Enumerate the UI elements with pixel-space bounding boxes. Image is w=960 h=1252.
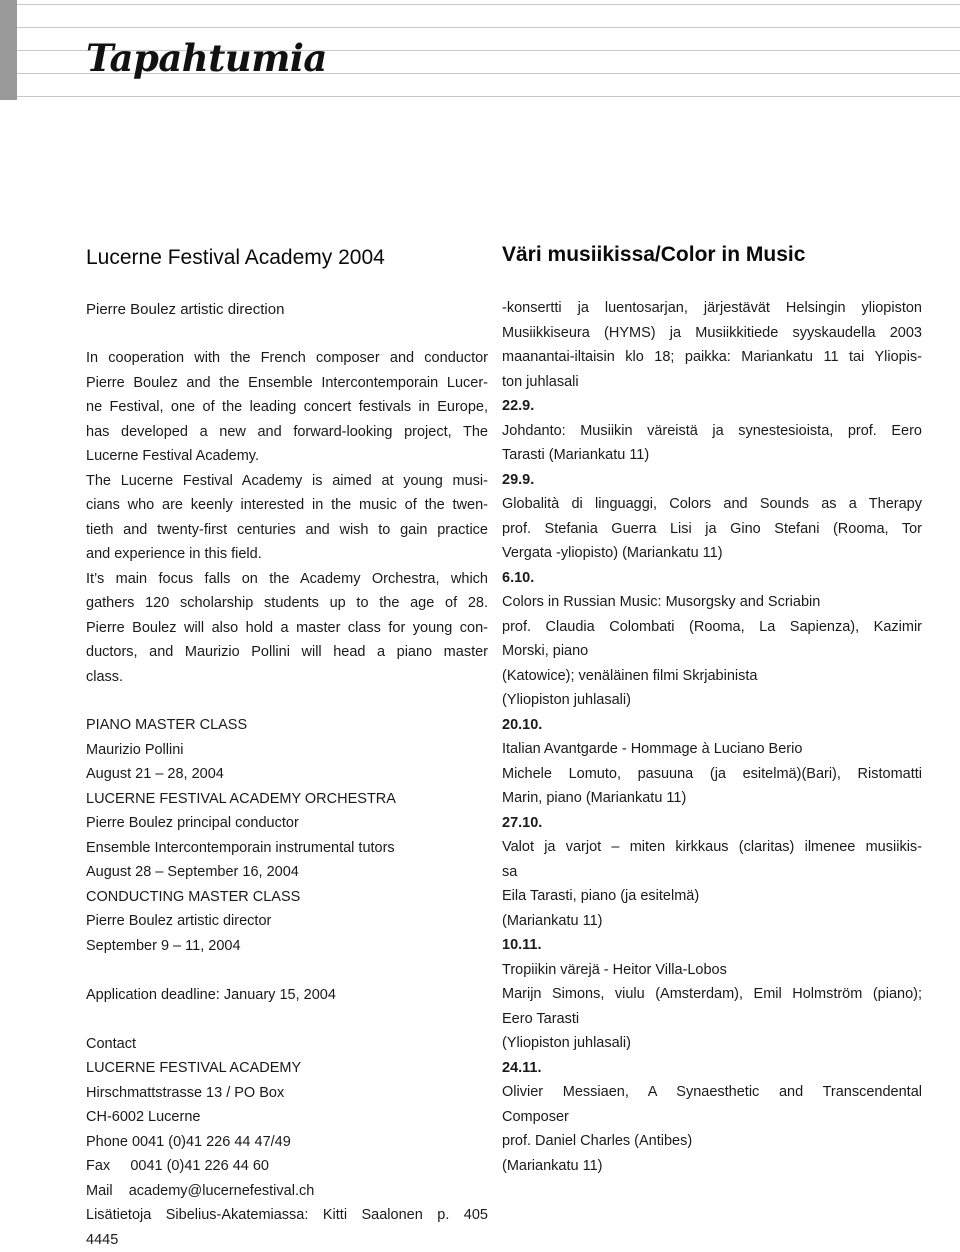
academy-details — [86, 713, 488, 1252]
text-line: (Katowice); venäläinen filmi Skrjabinista — [502, 664, 922, 689]
event-date: 6.10. — [502, 566, 922, 591]
detail-line: Pierre Boulez principal conductor — [86, 811, 488, 836]
text-line: Composer — [502, 1105, 922, 1130]
detail-line: Pierre Boulez artistic director — [86, 909, 488, 934]
text-line: sa — [502, 860, 922, 885]
text-line: Eila Tarasti, piano (ja esitelmä) — [502, 884, 922, 909]
text-line: and experience in this field. — [86, 542, 488, 567]
text-line: prof. Claudia Colombati (Rooma, La Sapienza), Kazimir — [502, 615, 922, 640]
event-date: 27.10. — [502, 811, 922, 836]
detail-line: Maurizio Pollini — [86, 738, 488, 763]
text-line: class. — [86, 665, 488, 690]
left-heading: Lucerne Festival Academy 2004 — [86, 246, 385, 270]
text-line: (Yliopiston juhlasali) — [502, 1031, 922, 1056]
text-line: Italian Avantgarde - Hommage à Luciano Berio — [502, 737, 922, 762]
left-subheading: Pierre Boulez artistic direction — [86, 301, 284, 318]
detail-line: August 28 – September 16, 2004 — [86, 860, 488, 885]
section-title: Tapahtumia — [86, 36, 327, 80]
text-line: maanantai-iltaisin klo 18; paikka: Mariankatu 11 tai Yliopis- — [502, 345, 922, 370]
text-line: (Mariankatu 11) — [502, 909, 922, 934]
application-deadline: Application deadline: January 15, 2004 — [86, 983, 488, 1008]
detail-line: August 21 – 28, 2004 — [86, 762, 488, 787]
event-date: 20.10. — [502, 713, 922, 738]
text-line: Johdanto: Musiikin väreistä ja synestesioista, prof. Eero — [502, 419, 922, 444]
event-date: 10.11. — [502, 933, 922, 958]
text-line: has developed a new and forward-looking project, The — [86, 420, 488, 445]
text-line: -konsertti ja luentosarjan, järjestävät Helsingin yliopiston — [502, 296, 922, 321]
contact-line: LUCERNE FESTIVAL ACADEMY — [86, 1056, 488, 1081]
contact-line: 4445 — [86, 1228, 488, 1252]
text-line: prof. Daniel Charles (Antibes) — [502, 1129, 922, 1154]
right-heading: Väri musiikissa/Color in Music — [502, 243, 805, 267]
text-line: Marin, piano (Mariankatu 11) — [502, 786, 922, 811]
text-line: tieth and twenty-first centuries and wish to gain practice — [86, 518, 488, 543]
text-line: Globalità di linguaggi, Colors and Sounds as a Therapy — [502, 492, 922, 517]
text-line: ductors, and Maurizio Pollini will head a piano master — [86, 640, 488, 665]
event-date: 24.11. — [502, 1056, 922, 1081]
detail-line: September 9 – 11, 2004 — [86, 934, 488, 959]
text-line: cians who are keenly interested in the music of the twen- — [86, 493, 488, 518]
detail-line: CONDUCTING MASTER CLASS — [86, 885, 488, 910]
text-line: Pierre Boulez and the Ensemble Intercontemporain Lucer- — [86, 371, 488, 396]
text-line: Marijn Simons, viulu (Amsterdam), Emil Holmström (piano); — [502, 982, 922, 1007]
text-line: Vergata -yliopisto) (Mariankatu 11) — [502, 541, 922, 566]
text-line: (Yliopiston juhlasali) — [502, 688, 922, 713]
text-line: Tropiikin värejä - Heitor Villa-Lobos — [502, 958, 922, 983]
contact-phone: Phone 0041 (0)41 226 44 47/49 — [86, 1130, 488, 1155]
event-date: 22.9. — [502, 394, 922, 419]
text-line: Eero Tarasti — [502, 1007, 922, 1032]
text-line: The Lucerne Festival Academy is aimed at young musi- — [86, 469, 488, 494]
header-gray-bar — [0, 0, 17, 100]
lecture-series — [502, 296, 922, 1178]
text-line: It’s main focus falls on the Academy Orchestra, which — [86, 567, 488, 592]
text-line: Olivier Messiaen, A Synaesthetic and Transcendental — [502, 1080, 922, 1105]
contact-line: CH-6002 Lucerne — [86, 1105, 488, 1130]
text-line: prof. Stefania Guerra Lisi ja Gino Stefani (Rooma, Tor — [502, 517, 922, 542]
intro-paragraphs — [86, 346, 488, 689]
text-line: Pierre Boulez will also hold a master class for young con- — [86, 616, 488, 641]
contact-line: Lisätietoja Sibelius-Akatemiassa: Kitti Saalonen p. 405 — [86, 1203, 488, 1228]
contact-line: Hirschmattstrasse 13 / PO Box — [86, 1081, 488, 1106]
contact-fax: Fax 0041 (0)41 226 44 60 — [86, 1154, 488, 1179]
text-line: Tarasti (Mariankatu 11) — [502, 443, 922, 468]
text-line: Morski, piano — [502, 639, 922, 664]
text-line: Lucerne Festival Academy. — [86, 444, 488, 469]
text-line: Valot ja varjot – miten kirkkaus (claritas) ilmenee musiikis- — [502, 835, 922, 860]
detail-line: PIANO MASTER CLASS — [86, 713, 488, 738]
text-line: (Mariankatu 11) — [502, 1154, 922, 1179]
contact-line: Contact — [86, 1032, 488, 1057]
text-line: gathers 120 scholarship students up to the age of 28. — [86, 591, 488, 616]
text-line: Michele Lomuto, pasuuna (ja esitelmä)(Bari), Ristomatti — [502, 762, 922, 787]
contact-mail: Mail academy@lucernefestival.ch — [86, 1179, 488, 1204]
text-line: Musiikkiseura (HYMS) ja Musiikkitiede syyskaudella 2003 — [502, 321, 922, 346]
event-date: 29.9. — [502, 468, 922, 493]
text-line: ne Festival, one of the leading concert festivals in Europe, — [86, 395, 488, 420]
spacer — [86, 1007, 488, 1032]
text-line: In cooperation with the French composer and conductor — [86, 346, 488, 371]
spacer — [86, 958, 488, 983]
text-line: Colors in Russian Music: Musorgsky and Scriabin — [502, 590, 922, 615]
detail-line: Ensemble Intercontemporain instrumental tutors — [86, 836, 488, 861]
detail-line: LUCERNE FESTIVAL ACADEMY ORCHESTRA — [86, 787, 488, 812]
text-line: ton juhlasali — [502, 370, 922, 395]
